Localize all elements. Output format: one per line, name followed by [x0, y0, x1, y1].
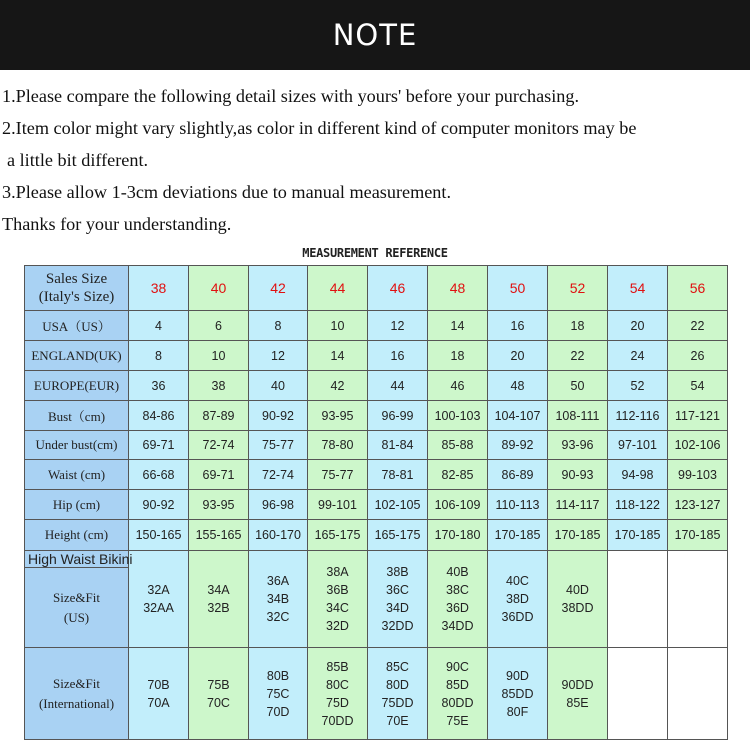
measure-cell: 10: [308, 311, 368, 341]
us-cup-size: 34DD: [441, 619, 474, 633]
size-fit-us-label: [25, 568, 129, 648]
intl-cup-size: 90D: [506, 668, 529, 683]
measure-cell: 12: [368, 311, 428, 341]
intl-cup-size: 75E: [446, 713, 469, 728]
measure-cell: 93-95: [189, 490, 249, 520]
us-cup-cell: [488, 551, 548, 648]
intl-cup-cell: [428, 648, 488, 740]
measure-cell: 66-68: [129, 460, 189, 490]
measure-cell: 42: [308, 371, 368, 401]
sales-size-header: [25, 266, 129, 311]
us-cup-size: 32AA: [143, 601, 174, 615]
us-cup-size: 40B: [446, 565, 469, 579]
us-cup-cell: [308, 551, 368, 648]
size-header-cell: 38: [129, 266, 189, 311]
intl-cup-size: 85D: [446, 677, 469, 692]
measure-cell: 102-105: [368, 490, 428, 520]
measure-cell: 90-92: [249, 401, 308, 431]
measure-cell: 50: [548, 371, 608, 401]
italy-size-label: (Italy's Size): [38, 289, 115, 305]
us-cup-cell: [608, 551, 668, 648]
us-cup-cell: [548, 551, 608, 648]
us-cup-cell: [668, 551, 728, 648]
size-chart-table: [24, 265, 728, 740]
us-cup-size: 38B: [386, 565, 409, 579]
size-header-cell: 44: [308, 266, 368, 311]
measure-cell: 40: [249, 371, 308, 401]
measure-cell: 155-165: [189, 520, 249, 551]
measure-cell: 102-106: [668, 431, 728, 460]
intl-cup-size: 70E: [386, 713, 409, 728]
measure-row: [25, 311, 728, 341]
measure-cell: 108-111: [548, 401, 608, 431]
measure-cell: 69-71: [189, 460, 249, 490]
row-label: Waist (cm): [25, 460, 129, 490]
measure-cell: 106-109: [428, 490, 488, 520]
international-label: (International): [38, 695, 115, 711]
sales-size-label: Sales Size: [45, 271, 108, 287]
note-line-2: 2.Item color might vary slightly,as color in different kind of computer monitors may be: [2, 118, 637, 138]
intl-cup-size: 85DD: [501, 686, 534, 701]
intl-cup-size: 75D: [326, 695, 349, 710]
measure-cell: 82-85: [428, 460, 488, 490]
note-line-1: 1.Please compare the following detail sizes with yours' before your purchasing.: [2, 86, 580, 106]
note-line-2-cont: a little bit different.: [7, 150, 149, 170]
measure-cell: 16: [488, 311, 548, 341]
measure-cell: 20: [608, 311, 668, 341]
measure-cell: 99-101: [308, 490, 368, 520]
us-cup-size: 36DD: [501, 610, 534, 624]
measure-cell: 114-117: [548, 490, 608, 520]
measure-cell: 165-175: [368, 520, 428, 551]
measure-cell: 22: [548, 341, 608, 371]
measure-cell: 72-74: [189, 431, 249, 460]
intl-cup-cell: [308, 648, 368, 740]
measure-cell: 118-122: [608, 490, 668, 520]
us-cup-cell: [249, 551, 308, 648]
measure-cell: 12: [249, 341, 308, 371]
measure-cell: 165-175: [308, 520, 368, 551]
measure-cell: 14: [428, 311, 488, 341]
measure-cell: 38: [189, 371, 249, 401]
row-label: EUROPE(EUR): [25, 371, 129, 401]
size-fit-intl-label: [25, 648, 129, 740]
row-label: Bust（cm): [25, 401, 129, 431]
size-header-cell: 42: [249, 266, 308, 311]
measure-cell: 93-95: [308, 401, 368, 431]
banner-title: NOTE: [332, 18, 418, 52]
intl-cup-size: 80DD: [441, 695, 474, 710]
us-cup-size: 32A: [147, 583, 170, 597]
intl-cup-cell: [129, 648, 189, 740]
measure-cell: 110-113: [488, 490, 548, 520]
us-cup-size: 38D: [506, 592, 529, 606]
measure-cell: 46: [428, 371, 488, 401]
us-cup-size: 38DD: [561, 601, 594, 615]
measure-cell: 117-121: [668, 401, 728, 431]
size-header-cell: 46: [368, 266, 428, 311]
measure-cell: 170-185: [668, 520, 728, 551]
intl-cup-size: 70A: [147, 695, 170, 710]
measure-cell: 69-71: [129, 431, 189, 460]
measure-cell: 93-96: [548, 431, 608, 460]
size-header-cell: 40: [189, 266, 249, 311]
us-cup-size: 32C: [266, 610, 290, 624]
us-cup-cell: [428, 551, 488, 648]
measure-cell: 75-77: [308, 460, 368, 490]
measure-cell: 94-98: [608, 460, 668, 490]
size-header-cell: 52: [548, 266, 608, 311]
measure-cell: 100-103: [428, 401, 488, 431]
measure-cell: 99-103: [668, 460, 728, 490]
us-cup-size: 34D: [386, 601, 409, 615]
measure-cell: 18: [548, 311, 608, 341]
intl-cup-size: 75C: [266, 686, 290, 701]
intl-cup-cell: [608, 648, 668, 740]
measure-row: [25, 341, 728, 371]
row-label: USA（US）: [25, 311, 129, 341]
us-cup-size: 32DD: [381, 619, 414, 633]
intl-cup-cell: [548, 648, 608, 740]
row-label: Hip (cm): [25, 490, 129, 520]
measure-cell: 89-92: [488, 431, 548, 460]
intl-cup-size: 90C: [446, 659, 469, 674]
measure-cell: 6: [189, 311, 249, 341]
measure-cell: 90-93: [548, 460, 608, 490]
us-cup-size: 38A: [326, 565, 349, 579]
us-cup-size: 36C: [386, 583, 409, 597]
measure-cell: 160-170: [249, 520, 308, 551]
intl-cup-size: 70B: [147, 677, 170, 692]
us-cup-cell: [129, 551, 189, 648]
size-fit-label: Size&Fit: [53, 589, 100, 605]
measure-cell: 85-88: [428, 431, 488, 460]
measure-cell: 96-98: [249, 490, 308, 520]
intl-cup-cell: [368, 648, 428, 740]
intl-cup-size: 70D: [266, 704, 290, 719]
measure-cell: 97-101: [608, 431, 668, 460]
measure-cell: 36: [129, 371, 189, 401]
intl-cup-size: 75DD: [381, 695, 414, 710]
us-cup-size: 32D: [326, 619, 349, 633]
measure-cell: 54: [668, 371, 728, 401]
measure-cell: 10: [189, 341, 249, 371]
measure-cell: 86-89: [488, 460, 548, 490]
measure-cell: 170-185: [488, 520, 548, 551]
measure-cell: 22: [668, 311, 728, 341]
notes-block: [2, 80, 748, 240]
measure-cell: 24: [608, 341, 668, 371]
measure-cell: 150-165: [129, 520, 189, 551]
intl-cup-size: 85B: [326, 659, 349, 674]
note-banner: [0, 0, 750, 70]
intl-cup-size: 80D: [386, 677, 409, 692]
measure-cell: 75-77: [249, 431, 308, 460]
measure-cell: 8: [129, 341, 189, 371]
size-fit-label: Size&Fit: [53, 675, 100, 691]
intl-cup-size: 85E: [566, 695, 589, 710]
bikini-title: High Waist Bikini: [25, 551, 129, 568]
measure-cell: 20: [488, 341, 548, 371]
size-header-cell: 56: [668, 266, 728, 311]
note-line-4: Thanks for your understanding.: [2, 214, 232, 234]
size-header-row: [25, 266, 728, 311]
measure-cell: 4: [129, 311, 189, 341]
size-header-cell: 48: [428, 266, 488, 311]
measure-cell: 18: [428, 341, 488, 371]
measure-cell: 90-92: [129, 490, 189, 520]
intl-cup-cell: [249, 648, 308, 740]
us-cup-size: 34C: [326, 601, 349, 615]
size-header-cell: 50: [488, 266, 548, 311]
intl-cup-cell: [668, 648, 728, 740]
measure-cell: 81-84: [368, 431, 428, 460]
size-header-cell: 54: [608, 266, 668, 311]
intl-cup-size: 80F: [506, 704, 529, 719]
row-label: Height (cm): [25, 520, 129, 551]
measure-row: [25, 520, 728, 551]
measure-cell: 84-86: [129, 401, 189, 431]
us-label: (US): [63, 609, 90, 625]
intl-size-fit-row: [25, 648, 728, 740]
measure-row: [25, 371, 728, 401]
us-cup-cell: [368, 551, 428, 648]
row-label: Under bust(cm): [25, 431, 129, 460]
measure-cell: 112-116: [608, 401, 668, 431]
measure-cell: 96-99: [368, 401, 428, 431]
us-cup-size: 36D: [446, 601, 469, 615]
measure-cell: 48: [488, 371, 548, 401]
us-cup-size: 40D: [566, 583, 589, 597]
intl-cup-cell: [189, 648, 249, 740]
note-line-3: 3.Please allow 1-3cm deviations due to manual measurement.: [2, 182, 452, 202]
us-cup-cell: [189, 551, 249, 648]
measure-cell: 44: [368, 371, 428, 401]
intl-cup-size: 80C: [326, 677, 349, 692]
measure-cell: 78-80: [308, 431, 368, 460]
intl-cup-size: 90DD: [561, 677, 594, 692]
us-cup-size: 32B: [207, 601, 230, 615]
measure-row: [25, 490, 728, 520]
measure-cell: 78-81: [368, 460, 428, 490]
us-cup-size: 34A: [207, 583, 230, 597]
measure-cell: 104-107: [488, 401, 548, 431]
us-cup-size: 38C: [446, 583, 469, 597]
measure-row: [25, 401, 728, 431]
intl-cup-size: 70DD: [321, 713, 354, 728]
measure-cell: 8: [249, 311, 308, 341]
measure-cell: 170-180: [428, 520, 488, 551]
intl-cup-cell: [488, 648, 548, 740]
intl-cup-size: 75B: [207, 677, 230, 692]
measurement-title: MEASUREMENT REFERENCE: [302, 246, 448, 260]
measure-cell: 123-127: [668, 490, 728, 520]
row-label: ENGLAND(UK): [25, 341, 129, 371]
us-cup-size: 36A: [266, 574, 290, 588]
measure-cell: 170-185: [548, 520, 608, 551]
intl-cup-size: 80B: [266, 668, 290, 683]
measure-cell: 52: [608, 371, 668, 401]
measure-row: [25, 460, 728, 490]
us-cup-size: 36B: [326, 583, 349, 597]
measure-cell: 16: [368, 341, 428, 371]
measure-cell: 72-74: [249, 460, 308, 490]
measure-cell: 26: [668, 341, 728, 371]
measure-row: [25, 431, 728, 460]
us-cup-size: 34B: [266, 592, 290, 606]
bikini-title-row: [25, 551, 728, 568]
us-cup-size: 40C: [506, 574, 529, 588]
intl-cup-size: 70C: [207, 695, 230, 710]
intl-cup-size: 85C: [386, 659, 409, 674]
measure-cell: 87-89: [189, 401, 249, 431]
measure-cell: 170-185: [608, 520, 668, 551]
measure-cell: 14: [308, 341, 368, 371]
